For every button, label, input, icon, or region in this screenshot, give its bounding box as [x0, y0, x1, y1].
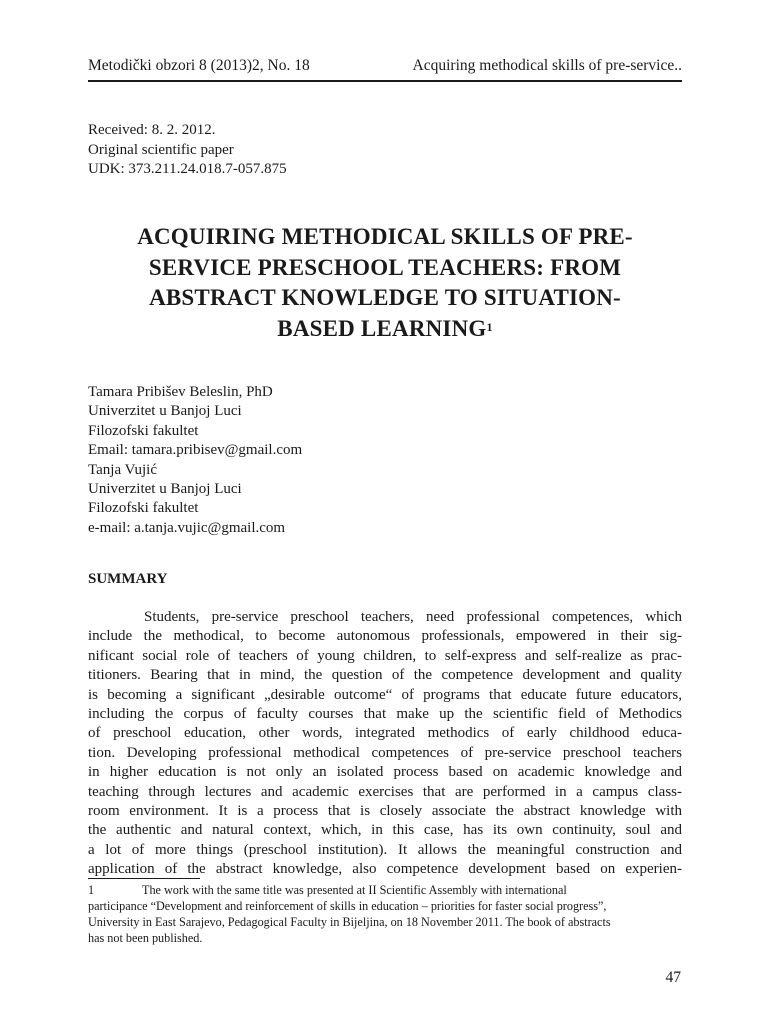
author-faculty: Filozofski fakultet [88, 422, 199, 439]
journal-citation: Metodički obzori 8 (2013)2, No. 18 [88, 57, 310, 74]
author-email: e-mail: a.tanja.vujic@gmail.com [88, 519, 286, 536]
author-name: Tamara Pribišev Beleslin, PhD [88, 384, 273, 400]
author-email: Email: tamara.pribisev@gmail.com [88, 442, 303, 459]
footnote-line: has not been published. [88, 931, 203, 945]
running-header [88, 56, 682, 76]
article-title [88, 222, 682, 344]
title-line: ACQUIRING METHODICAL SKILLS OF PRE- [137, 224, 633, 249]
author-affiliation: Univerzitet u Banjoj Luci [88, 481, 242, 498]
summary-line: tion. Developing professional methodical competences of pre-service preschool teachers [88, 744, 682, 761]
footnote-line [88, 882, 682, 898]
summary-line: include the methodical, to become autonomous professionals, empowered in their sig- [88, 628, 682, 645]
title-line: SERVICE PRESCHOOL TEACHERS: FROM [148, 254, 622, 280]
title-line-text: BASED LEARNING [277, 315, 487, 341]
footnote-text: The work with the same title was presented at II Scientific Assembly with international [142, 883, 567, 897]
footnote-rule [88, 878, 200, 879]
footnote-number: 1 [88, 883, 95, 897]
summary-line: nificant social role of teachers of young children, to self-express and self-realize as prac- [88, 647, 682, 664]
summary-line: including the corpus of faculty courses that make up the scientific field of Methodics [88, 706, 682, 723]
summary-body [88, 608, 682, 880]
summary-heading: SUMMARY [88, 571, 168, 587]
footnote [88, 882, 682, 946]
footnote-line: participance “Development and reinforcement of skills in education – priorities for faster social progress”, [88, 899, 607, 913]
title-footnote-mark: 1 [486, 319, 493, 334]
author-faculty: Filozofski fakultet [88, 500, 199, 517]
title-line: ABSTRACT KNOWLEDGE TO SITUATION- [149, 285, 621, 310]
header-rule [88, 80, 682, 82]
footnote-line: University in East Sarajevo, Pedagogical Faculty in Bijeljina, on 18 November 2011. The book of abstracts [88, 915, 611, 929]
summary-line: application of the abstract knowledge, also competence development based on experien- [88, 861, 682, 878]
udk-code: UDK: 373.211.24.018.7-057.875 [88, 161, 287, 177]
summary-line: titioners. Bearing that in mind, the question of the competence development and quality [88, 667, 682, 684]
title-line-last [88, 314, 682, 345]
short-title: Acquiring methodical skills of pre-service.. [412, 57, 682, 74]
summary-line: in higher education is not only an isolated process based on academic knowledge and [88, 764, 682, 781]
author-name: Tanja Vujić [88, 461, 158, 478]
received-date: Received: 8. 2. 2012. [88, 122, 216, 138]
summary-line: Students, pre-service preschool teachers, need professional competences, which [144, 609, 682, 625]
summary-line: teaching through lectures and academic exercises that are performed in a campus class- [88, 783, 682, 800]
summary-line: a lot of more things (preschool institution). It allows the meaningful construction and [88, 841, 682, 858]
author-block [88, 383, 302, 538]
paper-type: Original scientific paper [88, 141, 234, 158]
summary-line: room environment. It is a process that is closely associate the abstract knowledge with [88, 803, 682, 820]
author-affiliation: Univerzitet u Banjoj Luci [88, 403, 242, 420]
summary-line: the authentic and natural context, which, in this case, has its own continuity, soul and [88, 822, 682, 839]
page-number: 47 [665, 969, 681, 986]
article-meta [88, 121, 287, 180]
summary-line: is becoming a significant „desirable outcome“ of programs that educate future educators, [88, 686, 682, 703]
summary-line: of preschool education, other words, integrated methodics of early childhood educa- [88, 725, 682, 742]
